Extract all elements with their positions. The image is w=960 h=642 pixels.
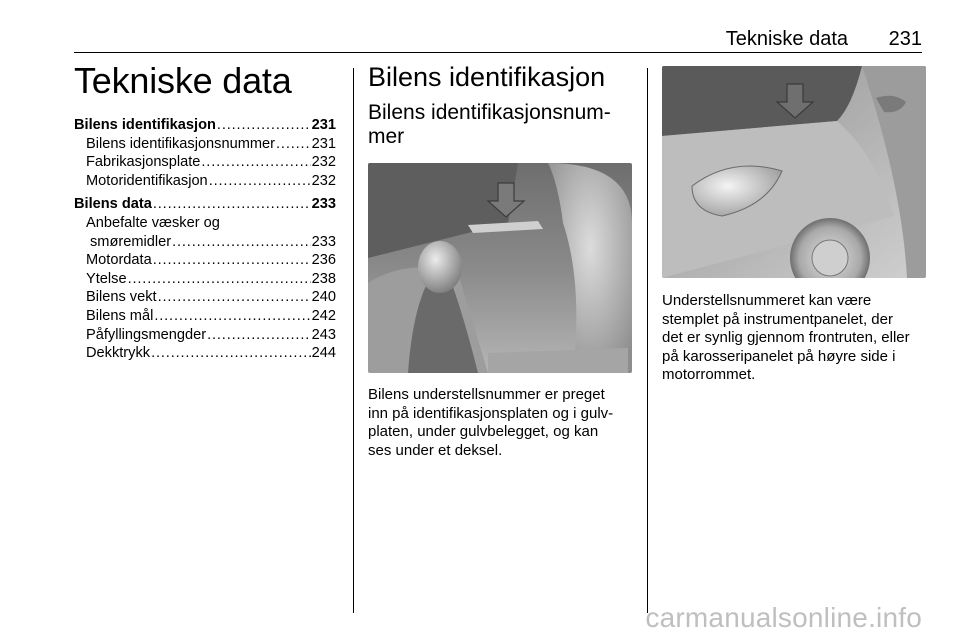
floor-caption-line: inn på identifikasjonsplaten og i gulv- [368,404,614,422]
toc-entry-label: Påfyllingsmengder [86,326,207,343]
vin-windshield-photo [662,66,926,278]
toc-entry-page: 244 [311,345,336,362]
toc-entry [74,326,336,345]
section-column [368,62,634,149]
toc-entry-page: 231 [311,117,336,133]
floor-caption-line: Bilens understellsnummer er preget [368,386,605,403]
toc-entry [74,195,336,214]
toc-entry-label: Bilens vekt [86,289,157,306]
section-title: Bilens identifikasjon [368,62,606,92]
toc-leader-dots [172,233,311,252]
toc-entry [74,288,336,307]
toc-entry-page: 240 [311,289,336,306]
floor-caption-line: platen, under gulvbelegget, og kan [368,423,599,440]
column-divider-right [647,68,648,613]
floor-caption [368,386,638,460]
toc-entry-page: 232 [311,172,336,189]
toc-entry-label: Anbefalte væsker og [86,214,220,231]
toc-entry-label: smøremidler [90,233,172,250]
toc-leader-dots [207,326,311,345]
toc-entry [74,270,336,289]
table-of-contents [74,116,336,363]
toc-leader-dots [217,116,311,135]
windshield-caption-line: på karosseripanelet på høyre side i [662,347,896,365]
toc-entry [74,135,336,154]
toc-entry-label: Fabrikasjonsplate [86,154,201,171]
toc-leader-dots [276,135,311,154]
toc-column [74,60,336,363]
windshield-caption-line: motorrommet. [662,366,756,383]
toc-leader-dots [151,344,311,363]
toc-entry [74,233,336,252]
toc-entry [74,153,336,172]
toc-leader-dots [153,195,311,214]
toc-entry-page: 243 [311,326,336,343]
toc-entry-label: Dekktrykk [86,345,151,362]
floor-caption-line: ses under et deksel. [368,441,503,459]
chapter-title: Tekniske data [74,60,292,101]
toc-entry-page: 238 [311,270,336,287]
watermark: carmanualsonline.info [645,602,922,633]
toc-entry-label: Motoridentifikasjon [86,172,208,189]
toc-entry [74,214,336,233]
subsection-title [368,101,634,149]
toc-entry [74,251,336,270]
toc-entry-page: 233 [311,233,336,250]
toc-entry-label: Motordata [86,252,152,269]
column-divider-left [353,68,354,613]
toc-entry [74,307,336,326]
page-number: 231 [888,28,922,50]
toc-entry [74,116,336,135]
toc-leader-dots [154,307,310,326]
toc-entry-label: Bilens data [74,196,152,213]
toc-entry-page: 233 [311,196,336,213]
vin-floor-illustration [368,163,632,373]
toc-entry-page: 232 [311,154,336,171]
windshield-caption-line: det er synlig gjennom frontruten, eller [662,329,910,346]
toc-leader-dots [128,270,311,289]
running-header-title: Tekniske data [725,28,848,50]
toc-leader-dots [209,172,311,191]
toc-entry-page: 242 [311,307,336,324]
toc-entry-label: Bilens mål [86,307,154,324]
toc-leader-dots [158,288,311,307]
subsection-title-line2: mer [368,125,405,148]
toc-entry-page: 231 [311,135,336,152]
toc-entry-label: Ytelse [86,270,127,287]
toc-entry [74,344,336,363]
toc-entry-label: Bilens identifikasjon [74,117,216,133]
toc-leader-dots [201,153,310,172]
subsection-title-line1: Bilens identifikasjonsnum- [368,101,611,124]
toc-leader-dots [153,251,311,270]
vin-windshield-illustration [662,66,926,278]
vin-floor-photo [368,163,632,373]
running-header [74,26,922,53]
windshield-caption [662,292,937,385]
toc-entry-page: 236 [311,252,336,269]
toc-entry [74,172,336,191]
windshield-caption-line: stemplet på instrumentpanelet, der [662,310,893,328]
toc-entry-label: Bilens identifikasjonsnummer [86,135,275,152]
windshield-caption-line: Understellsnummeret kan være [662,292,872,309]
